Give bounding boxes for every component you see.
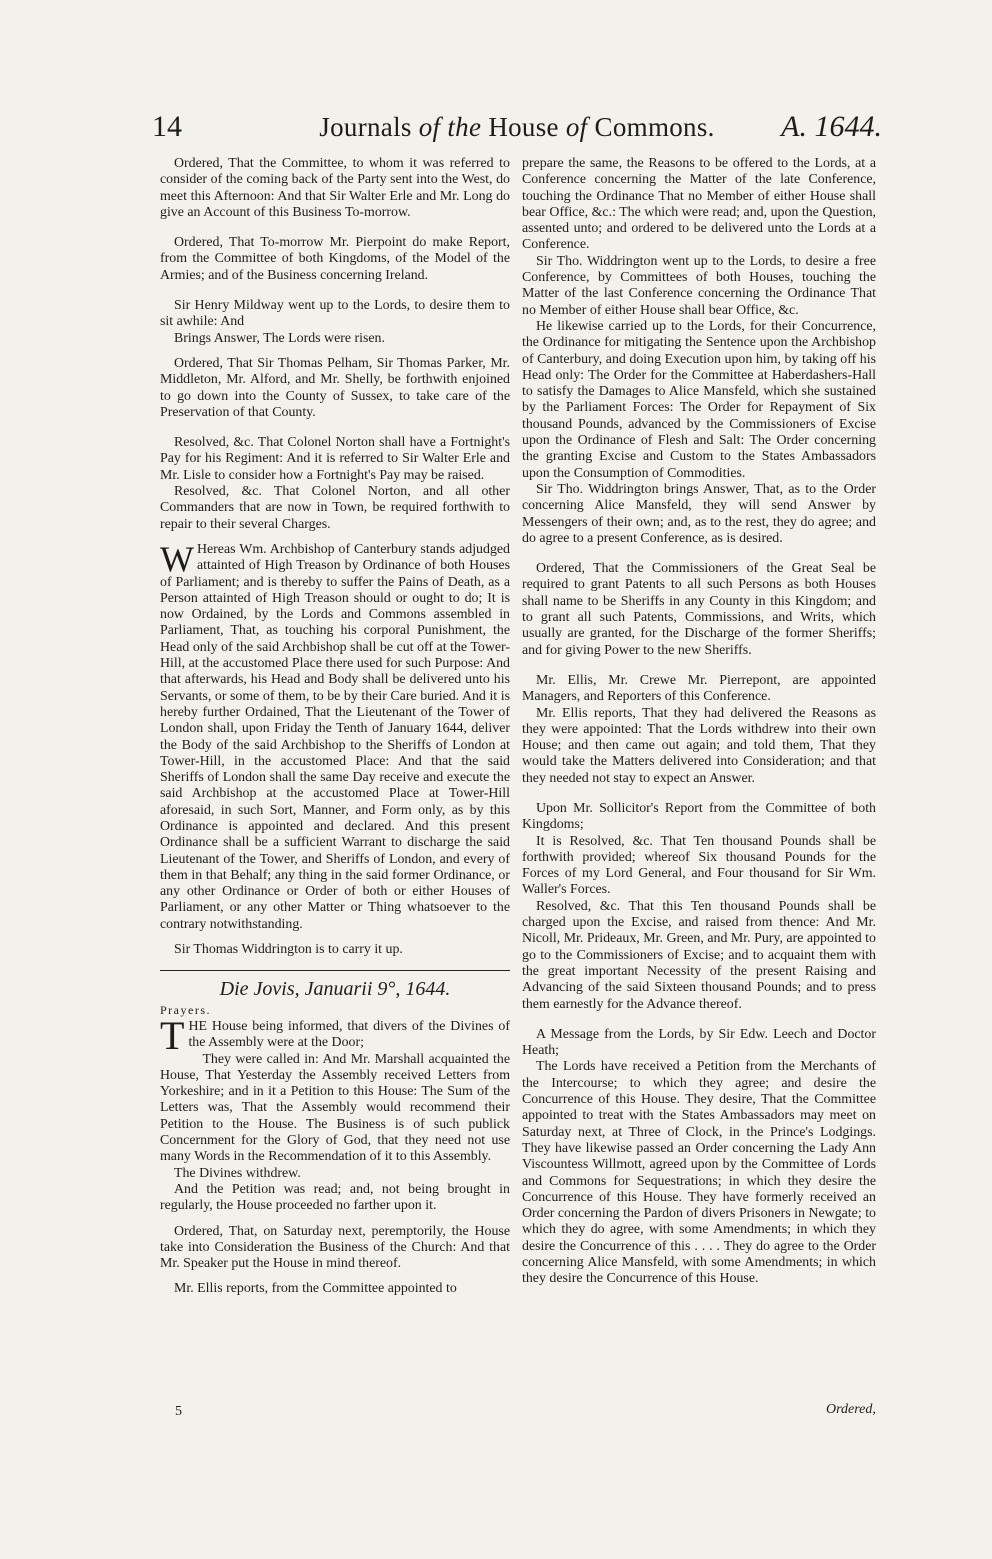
prayers-label: Prayers. xyxy=(160,1002,211,1017)
section-divider xyxy=(160,970,510,971)
entry-marshall: They were called in: And Mr. Marshall acquainted the House, That Yesterday the Assembly received Letters from Yorkeshire; and in it a Petition to this House: The Sum of the Letters was, That the Assembly would recommend their Petition to the House. The Business is of such publick Concernment for the Glory of God, that they need not use many Words in the Recommendation of it to this Assembly. xyxy=(160,1051,510,1165)
entry-ordered-saturday: Ordered, That, on Saturday next, peremptorily, the House take into Consideration the Business of the Church: And that Mr. Speaker put the House in mind thereof. xyxy=(160,1223,510,1272)
entry-concurrence-ordinances: He likewise carried up to the Lords, for their Concurrence, the Ordinance for mitigating the Sentence upon the Archbishop of Canterbury, and doing Execution upon him, by taking off his Head only: The Order for the Committee at Haberdashers-Hall to satisfy the Damages to Alice Mansfeld, which she sustained by the Parliament Forces: The Order for Repayment of Six thousand Pounds, advanced by the Commissioners of Excise upon the Ordinance of Flesh and Salt: The Order concerning the granting Excise and Custom to the States Ambassadors upon the Consumption of Commodities. xyxy=(522,318,876,481)
right-column xyxy=(522,156,876,1288)
entry-widdrington-free-conference: Sir Tho. Widdrington went up to the Lords, to desire a free Conference, by Committees of both Houses, touching the Matter of the last Conference concerning the Ordinance That no Member of either House shall bear Office, &c. xyxy=(522,253,876,318)
catchword: Ordered, xyxy=(826,1402,876,1417)
entry-ordered-sussex: Ordered, That Sir Thomas Pelham, Sir Thomas Parker, Mr. Middleton, Mr. Alford, and Mr. Shelly, be forthwith enjoined to go down into the County of Sussex, to take care of the Preservation of that County. xyxy=(160,355,510,420)
entry-reasons: prepare the same, the Reasons to be offered to the Lords, at a Conference concerning the Matter of the late Conference, touching the Ordinance That no Member of either House shall bear Office, &c.: The which were read; and, upon the Question, assented unto; and ordered to be delivered unto the Lords at a Conference. xyxy=(522,156,876,253)
entry-divines: THE House being informed, that divers of the Divines of the Assembly were at the Door; xyxy=(160,1012,510,1058)
entry-petition-read: And the Petition was read; and, not being brought in regularly, the House proceeded no farther upon it. xyxy=(160,1181,510,1214)
running-title: Journals of the House of Commons. xyxy=(319,112,715,142)
entry-ordered-sheriffs: Ordered, That the Commissioners of the Great Seal be required to grant Patents to all such Persons as both Houses shall name to be Sheriffs in any County in this Kingdom; and to grant all such Patents, Commissions, and Writs, which usually are granted, for the Discharge of the former Sheriffs; and for giving Power to the new Sheriffs. xyxy=(522,561,876,658)
entry-managers: Mr. Ellis, Mr. Crewe Mr. Pierrepont, are appointed Managers, and Reporters of this Conference. xyxy=(522,672,876,705)
entry-lords-risen: Brings Answer, The Lords were risen. xyxy=(174,330,385,346)
entry-resolved-commanders: Resolved, &c. That Colonel Norton, and all other Commanders that are now in Town, be required forthwith to repair to their several Charges. xyxy=(160,484,510,532)
entry-ellis-reports-reasons: Mr. Ellis reports, That they had delivered the Reasons as they were appointed: That the Lords withdrew into their own House; and then came out again; and told them, That they would take the Matters delivered into Consideration; and that they needed not stay to expect an Answer. xyxy=(522,705,876,786)
entry-resolved-norton-pay: Resolved, &c. That Colonel Norton shall have a Fortnight's Pay for his Regiment: And it is referred to Sir Walter Erle and Mr. Lisle to consider how a Fortnight's Pay may be raised. xyxy=(160,435,510,483)
entry-lords-petition: The Lords have received a Petition from the Merchants of the Intercourse; to which they agree; and desire the Concurrence of this House. They desire, That the Committee appointed to treat with the States Ambassadors may meet on Saturday next, at Three of Clock, in the Prince's Lodgings. They have likewise passed an Order concerning the Lady Ann Viscountess Willmott, agreed upon by the Committee of Lords and Commons for Sequestrations; in which they desire the Concurrence of this House. They have formerly received an Order concerning the Pardon of divers Prisoners in Newgate; to which they do agree, with some Amendments; in which they desire the Concurrence of this . . . . They do agree to the Order concerning Alice Mansfeld, with some Amendments; in which they desire the Concurrence of this House. xyxy=(522,1059,876,1287)
page-header xyxy=(152,110,882,154)
entry-mildway: Sir Henry Mildway went up to the Lords, to desire them to sit awhile: And xyxy=(160,298,510,330)
signature-mark: 5 xyxy=(175,1404,182,1419)
drop-cap-t: T xyxy=(160,1012,185,1058)
entry-widdrington: Sir Thomas Widdrington is to carry it up. xyxy=(174,942,403,958)
left-column xyxy=(160,156,510,1298)
ordinance-archbishop xyxy=(160,538,510,933)
page-number: 14 xyxy=(152,110,182,143)
entry-ordered-pierpoint: Ordered, That To-morrow Mr. Pierpoint do make Report, from the Committee of both Kingdoms, of the Model of the Armies; and of the Business concerning Ireland. xyxy=(160,235,510,283)
entry-widdrington-answer: Sir Tho. Widdrington brings Answer, That, as to the Order concerning Alice Mansfeld, they will send Answer by Messengers of their own; and, as to the rest, they do agree; and do agree to a present Conference, as is desired. xyxy=(522,481,876,546)
ordinance-text: Hereas Wm. Archbishop of Canterbury stands adjudged attainted of High Treason by Ordinance of both Houses of Parliament; and is thereby to suffer the Pains of Death, as a Person attainted of High Treason should or ought to do; It is now Ordained, by the Lords and Commons assembled in Parliament, That, as touching his corporal Punishment, the Head only of the said Archbishop shall be cut off at the Tower-Hill, at the accustomed Place there used for such Purpose: And that afterwards, his Head and Body shall be delivered unto his Servants, or some of them, to be by their Care buried. And it is hereby further Ordained, That the Lieutenant of the Tower of London shall, upon Friday the Tenth of January 1644, deliver the Body of the said Archbishop to the Sheriffs of London at Tower-Hill, in the accustomed Place: And that the said Sheriffs of London shall the same Day receive and execute the said Archbishop at the accustomed Place at Tower-Hill aforesaid, in such Sort, Manner, and Form only, as by this Ordinance is appointed and declared. And this present Ordinance shall be a sufficient Warrant to discharge the said Lieutenant of the Tower, and Sheriffs of London, and every of them in that Behalf; any thing in the said former Ordinance, or any other Ordinance or Order of both or either Houses of Parliament, or any other Matter or Thing whatsoever to the contrary notwithstanding. xyxy=(160,541,510,932)
entry-message-lords: A Message from the Lords, by Sir Edw. Leech and Doctor Heath; xyxy=(522,1026,876,1059)
entry-ordered-west: Ordered, That the Committee, to whom it was referred to consider of the coming back of the Party sent into the West, do meet this Afternoon: And that Sir Walter Erle and Mr. Long do give an Account of this Business To-morrow. xyxy=(160,156,510,220)
page-year: A. 1644. xyxy=(781,110,882,143)
entry-sollicitor-report: Upon Mr. Sollicitor's Report from the Committee of both Kingdoms; xyxy=(522,800,876,833)
entry-resolved-excise: Resolved, &c. That this Ten thousand Pounds shall be charged upon the Excise, and raised from thence: And Mr. Nicoll, Mr. Prideaux, Mr. Green, and Mr. Pury, are appointed to go to the Commissioners of Excise; and to acquaint them with the great important Necessity of the present Raising and Advancing of the said Sixteen thousand Pounds; and to press them earnestly for the Advance thereof. xyxy=(522,898,876,1012)
drop-cap-w: W xyxy=(160,538,194,579)
section-heading: Die Jovis, Januarii 9°, 1644. xyxy=(219,978,451,1001)
entry-ellis-reports: Mr. Ellis reports, from the Committee appointed to xyxy=(174,1281,457,1297)
entry-divines-withdrew: The Divines withdrew. xyxy=(174,1165,301,1181)
entry-resolved-ten-thousand: It is Resolved, &c. That Ten thousand Pounds shall be forthwith provided; whereof Six thousand Pounds for the Forces of my Lord General, and Four thousand for Sir Wm. Waller's Forces. xyxy=(522,833,876,898)
